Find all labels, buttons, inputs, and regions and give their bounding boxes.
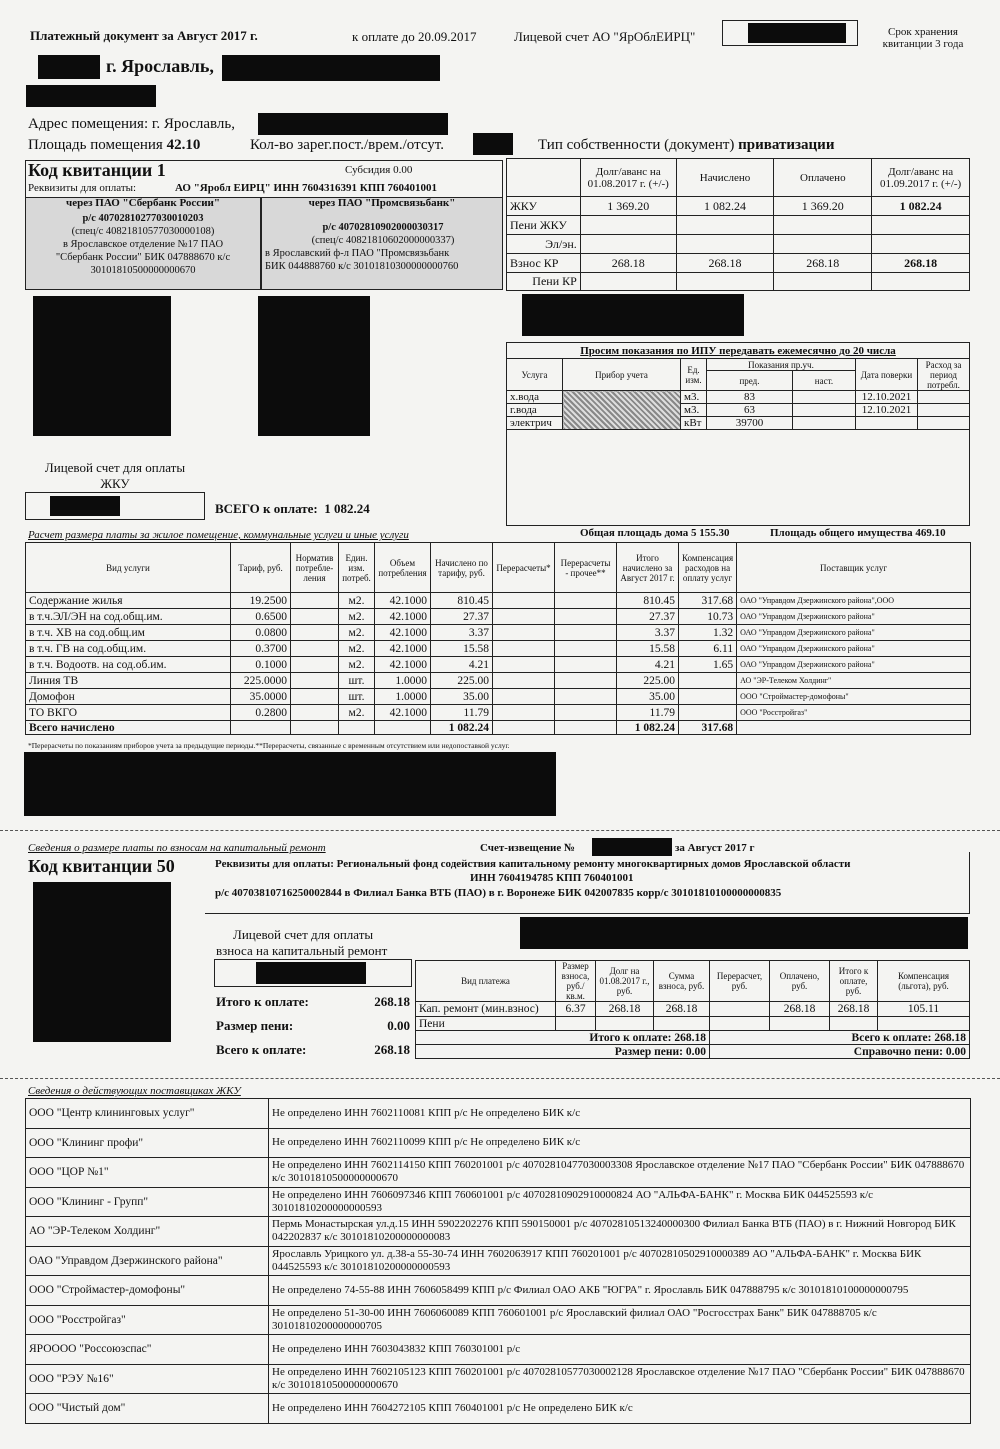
supplier-row: АО "ЭР-Телеком Холдинг" Пермь Монастырская ул.д.15 ИНН 5902202276 КПП 590150001 р/с 40702810513240000300 Филиал Банка ВТБ (ПАО) в г. Нижний Новгород БИК 042202837 к/с 30101810200000000083	[26, 1217, 971, 1247]
retention-note: Срок хранения квитанции 3 года	[882, 26, 964, 50]
bank2-details: р/с 40702810902000030317 (спец/с 40821810602000000337) в Ярославский ф-л ПАО "Промсвязьбанк БИК 044888760 к/с 30101810300000000760	[265, 222, 459, 272]
meters-title: Просим показания по ИПУ передавать ежемесячно до 20 числа	[580, 345, 896, 357]
supplier-row: ООО "Центр клининговых услуг" Не определено ИНН 7602110081 КПП р/с Не определено БИК к/с	[26, 1099, 971, 1129]
calc-table: Вид услуги Тариф, руб. Норматив потребле-ления Един. изм. потреб. Объем потребления Начислено по тарифу, руб. Перерасчеты* Перерасчеты - прочее** Итого начислено за Август 2017 г. Компенсация расходов на оплату услуг Поставщик услуг Содержание жилья 19.2500 м2. 42.1000 810.45 810.45 317.68 ОАО "Управдом Дзержинского района",ООО в т.ч.ЭЛ/ЭН на сод.общ.им. 0.6500 м2. 42.1000 27.37 27.37 10.73 ОАО "Управдом Дзержинского района" в т.ч. ХВ на сод.общ.им 0.0800 м2. 42.1000 3.37 3.37 1.32 ОАО "Управдом Дзержинского района" в т.ч. ГВ на сод.общ.им. 0.3700 м2. 42.1000 15.58 15.58 6.11 ОАО "Управдом Дзержинского района" в т.ч. Водоотв. на сод.об.им. 0.1000 м2. 42.1000 4.21 4.21 1.65 ОАО "Управдом Дзержинского района" Линия ТВ 225.0000 шт. 1.0000 225.00 225.00 АО "ЭР-Телеком Холдинг" Домофон 35.0000 шт. 1.0000 35.00 35.00 ООО "Строймастер-домофоны" ТО ВКГО 0.2800 м2. 42.1000 11.79 11.79 ООО "Росстройгаз" Всего начислено 1 082.24 1 082.24 317.68	[25, 542, 971, 735]
area-line: Площадь помещения 42.10	[28, 137, 201, 153]
receipt1-total: ВСЕГО к оплате: 1 082.24	[215, 501, 370, 516]
supplier-row: ООО "ЦОР №1" Не определено ИНН 7602114150 КПП 760201001 р/с 40702810477030003308 Ярославское отделение №17 ПАО "Сбербанк России" БИК 047888670 к/с 30101810500000000670	[26, 1158, 971, 1188]
payee: АО "Яробл ЕИРЦ" ИНН 7604316391 КПП 760401001	[175, 182, 438, 194]
calc-row: ТО ВКГО 0.2800 м2. 42.1000 11.79 11.79 ООО "Росстройгаз"	[26, 705, 971, 721]
doc-title: Платежный документ за Август 2017 г.	[30, 28, 258, 43]
city: г. Ярославль,	[106, 56, 214, 76]
cut-line-2	[0, 1078, 1000, 1079]
supplier-row: ООО "Росстройгаз" Не определено 51-30-00 ИНН 7606060089 КПП 760601001 р/с Ярославский филиал ОАО "Росгосстрах Банк" БИК 047888705 к/с 30101810200000000705	[26, 1305, 971, 1335]
capital-peni-label: Размер пени:	[216, 1018, 294, 1033]
bank1-via: через ПАО "Сбербанк России"	[66, 197, 220, 209]
calc-title: Расчет размера платы за жилое помещение, коммунальные услуги и иные услуги	[28, 529, 409, 541]
capital-code: Код квитанции 50	[28, 856, 175, 876]
registered-label: Кол-во зарег.пост./врем./отсут.	[250, 137, 444, 153]
supplier-row: ЯРОООО "Россоюзспас" Не определено ИНН 7603043832 КПП 760301001 р/с	[26, 1335, 971, 1365]
capital-vsego-label: Всего к оплате:	[216, 1042, 307, 1057]
capital-account-label1: Лицевой счет для оплаты	[233, 927, 374, 942]
requisites-label: Реквизиты для оплаты:	[28, 182, 137, 194]
capital-req-frame	[205, 852, 970, 914]
redacted-account	[748, 23, 846, 43]
capital-peni-value: 0.00	[387, 1018, 410, 1033]
supplier-row: ООО "Клининг - Групп" Не определено ИНН 7606097346 КПП 760601001 р/с 40702810902910000824 АО "АЛЬФА-БАНК" г. Москва БИК 044525593 к/с 30101810200000000593	[26, 1187, 971, 1217]
account-label: Лицевой счет АО "ЯрОблЕИРЦ"	[514, 29, 696, 44]
redacted-block	[24, 752, 556, 816]
bank1-details: р/с 40702810277030010203 (спец/с 40821810577030000108) в Ярославское отделение №17 ПАО "Сбербанк России" БИК 047888670 к/с 30101810500000000670	[55, 213, 231, 276]
address-label: Адрес помещения: г. Ярославль,	[28, 116, 235, 132]
receipt1-code: Код квитанции 1	[28, 160, 166, 180]
bank2-via: через ПАО "Промсвязьбанк"	[308, 197, 456, 209]
due-date: к оплате до 20.09.2017	[352, 29, 477, 44]
redacted-address	[258, 113, 448, 135]
redacted-barcode2	[520, 917, 968, 949]
calc-row: Домофон 35.0000 шт. 1.0000 35.00 35.00 ООО "Строймастер-домофоны"	[26, 689, 971, 705]
capital-account-label2: взноса на капитальный ремонт	[216, 943, 388, 958]
redacted-barcode	[522, 294, 744, 336]
redacted-account-pay	[50, 496, 120, 516]
invoice-period: за Август 2017 г	[675, 842, 755, 854]
total-area: Общая площадь дома 5 155.30	[580, 527, 730, 539]
meters-table: Услуга Прибор учета Ед. изм. Показания пр.уч. Дата поверки Расход за период потребл. пред. наст. х.вода м3. 83 12.10.2021 г.вода м3. 63 12.10.2021 электрич кВт 39700	[506, 358, 970, 430]
supplier-row: ООО "Строймастер-домофоны" Не определено 74-55-88 ИНН 7606058499 КПП р/с Филиал ОАО АКБ "ЮГРА" г. Ярославль БИК 047888795 к/с 30101810100000000795	[26, 1276, 971, 1306]
supplier-row: ООО "Чистый дом" Не определено ИНН 7604272105 КПП 760401001 р/с Не определено БИК к/с	[26, 1394, 971, 1424]
supplier-row: ООО "Клининг профи" Не определено ИНН 7602110099 КПП р/с Не определено БИК к/с	[26, 1128, 971, 1158]
balance-table: Долг/аванс на 01.08.2017 г. (+/-) Начислено Оплачено Долг/аванс на 01.09.2017 г. (+/-) ЖКУ 1 369.20 1 082.24 1 369.20 1 082.24 Пени ЖКУ Эл/эн. Взнос КР 268.18 268.18 268.18 268.18 Пени КР	[506, 158, 970, 291]
cut-line	[0, 830, 1000, 831]
calc-row: Линия ТВ 225.0000 шт. 1.0000 225.00 225.00 АО "ЭР-Телеком Холдинг"	[26, 673, 971, 689]
calc-row: в т.ч.ЭЛ/ЭН на сод.общ.им. 0.6500 м2. 42.1000 27.37 27.37 10.73 ОАО "Управдом Дзержинского района"	[26, 609, 971, 625]
account-pay-label: Лицевой счет для оплаты ЖКУ	[44, 460, 186, 491]
capital-itogo-label: Итого к оплате:	[216, 994, 309, 1009]
redacted-qr1	[33, 296, 171, 436]
redacted-qr3	[33, 882, 171, 1042]
calc-row: в т.ч. Водоотв. на сод.об.им. 0.1000 м2. 42.1000 4.21 4.21 1.65 ОАО "Управдом Дзержинского района"	[26, 657, 971, 673]
redacted-capital-account	[256, 962, 366, 984]
redacted-qr2	[258, 296, 370, 436]
calc-row: Содержание жилья 19.2500 м2. 42.1000 810.45 810.45 317.68 ОАО "Управдом Дзержинского района",ООО	[26, 593, 971, 609]
suppliers-title: Сведения о действующих поставщиках ЖКУ	[28, 1085, 241, 1097]
supplier-row: ООО "РЭУ №16" Не определено ИНН 7602105123 КПП 760201001 р/с 40702810577030002128 Ярославское отделение №17 ПАО "Сбербанк России" БИК 047888670 к/с 30101810500000000670	[26, 1364, 971, 1394]
supplier-row: ОАО "Управдом Дзержинского района" Ярославль Урицкого ул. д.38-а 55-30-74 ИНН 7602063917 КПП 760201001 р/с 40702810502910000389 АО "АЛЬФА-БАНК" г. Москва БИК 044525593 к/с 30101810200000000593	[26, 1246, 971, 1276]
capital-table: Вид платежа Размер взноса, руб./кв.м. Долг на 01.08.2017 г., руб. Сумма взноса, руб. Перерасчет, руб. Оплачено, руб. Итого к оплате, руб. Компенсация (льгота), руб. Кап. ремонт (мин.взнос) 6.37 268.18 268.18 268.18 268.18 105.11 Пени Итого к оплате: 268.18 Всего к оплате: 268.18 Размер пени: 0.00 Справочно пени: 0.00	[415, 960, 970, 1059]
redacted-street	[222, 55, 440, 81]
subsidy: Субсидия 0.00	[345, 164, 413, 176]
capital-req2: ИНН 7604194785 КПП 760401001	[470, 872, 634, 884]
calc-row: в т.ч. ГВ на сод.общ.им. 0.3700 м2. 42.1000 15.58 15.58 6.11 ОАО "Управдом Дзержинского района"	[26, 641, 971, 657]
calc-footnote: *Перерасчеты по показаниям приборов учета за предыдущие периоды.**Перерасчеты, связанные с временным отсутствием или недопоставкой услуг.	[28, 741, 510, 750]
redacted-registered	[473, 133, 513, 155]
calc-row: в т.ч. ХВ на сод.общ.им 0.0800 м2. 42.1000 3.37 3.37 1.32 ОАО "Управдом Дзержинского района"	[26, 625, 971, 641]
suppliers-table	[25, 1098, 971, 1424]
common-area: Площадь общего имущества 469.10	[770, 527, 946, 539]
ownership: Тип собственности (документ) приватизации	[538, 137, 835, 153]
capital-vsego-value: 268.18	[374, 1042, 410, 1057]
capital-req1: Реквизиты для оплаты: Региональный фонд содействия капитальному ремонту многоквартирных домов Ярославской области	[215, 858, 851, 870]
capital-req3: р/с 40703810716250002844 в Филиал Банка ВТБ (ПАО) в г. Воронеже БИК 042007835 корр/с 30101810100000000835	[215, 887, 782, 899]
calc-total-row: Всего начислено 1 082.24 1 082.24 317.68	[26, 721, 971, 735]
capital-itogo-value: 268.18	[374, 994, 410, 1009]
capital-title: Сведения о размере платы по взносам на капитальный ремонт	[28, 842, 326, 854]
redacted-name	[38, 55, 100, 79]
redacted-line	[26, 85, 156, 107]
invoice-label: Счет-извещение №	[480, 842, 576, 854]
